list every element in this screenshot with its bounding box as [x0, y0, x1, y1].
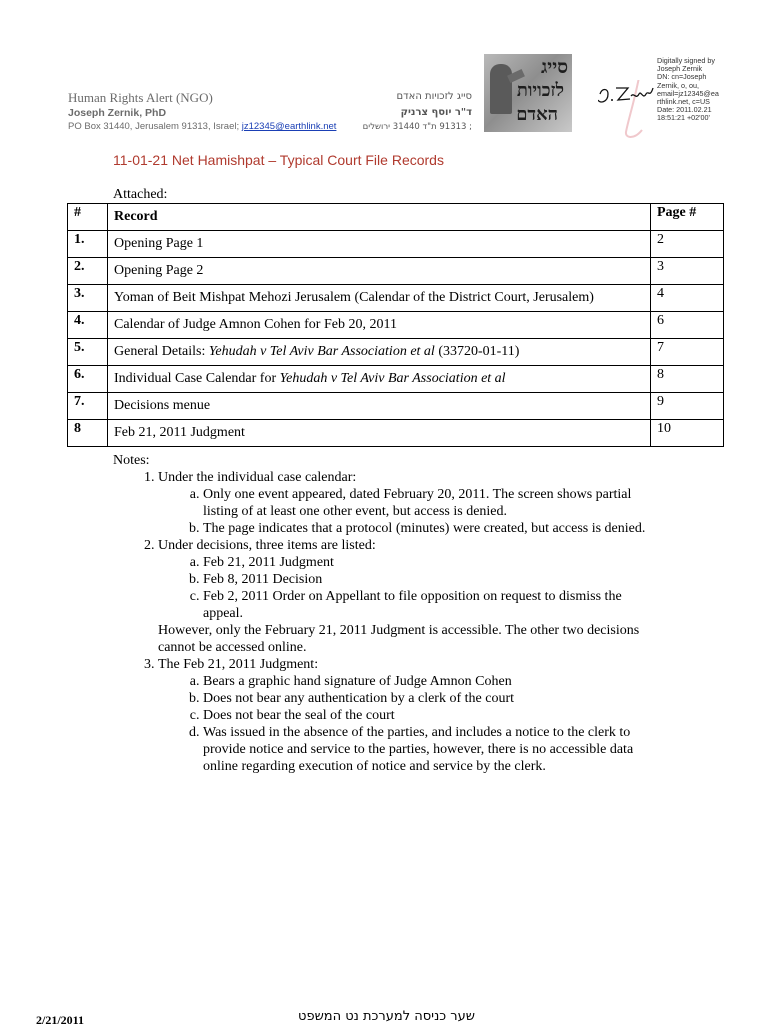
case-number: (33720-01-11) — [434, 344, 520, 359]
row-record: Feb 21, 2011 Judgment — [108, 420, 651, 447]
row-number: 5. — [68, 339, 108, 366]
notes-list — [113, 469, 653, 775]
row-number: 8 — [68, 420, 108, 447]
table-row — [68, 366, 724, 393]
row-record — [108, 339, 651, 366]
row-page: 3 — [651, 258, 724, 285]
row-page: 10 — [651, 420, 724, 447]
email-link[interactable]: jz12345@earthlink.net — [241, 121, 337, 132]
sub-item: a. Bears a graphic hand signature of Judge Amnon Cohen — [203, 673, 653, 690]
note-text: The Feb 21, 2011 Judgment: — [158, 657, 319, 672]
note-item — [158, 469, 653, 537]
table-row — [68, 393, 724, 420]
sig-line: Zernik, o, ou, — [657, 80, 699, 90]
records-table — [67, 203, 724, 447]
row-record: Opening Page 1 — [108, 231, 651, 258]
table-row — [68, 339, 724, 366]
attached-label: Attached: — [113, 187, 168, 202]
ngo-logo — [484, 54, 572, 132]
sub-item: b. Does not bear any authentication by a clerk of the court — [203, 690, 653, 707]
notes-section — [113, 452, 653, 775]
row-page: 9 — [651, 393, 724, 420]
footer-hebrew-caption: שער כניסה למערכת נט המשפט — [298, 1009, 475, 1024]
row-number: 1. — [68, 231, 108, 258]
note-item — [158, 656, 653, 775]
sub-list — [158, 554, 653, 622]
logo-figure — [490, 64, 512, 114]
row-number: 6. — [68, 366, 108, 393]
logo-word-3: האדם — [516, 104, 558, 125]
logo-word-2: לזכויות — [516, 80, 564, 101]
table-row — [68, 258, 724, 285]
sub-list — [158, 486, 653, 537]
row-record: Decisions menue — [108, 393, 651, 420]
sub-item: d. Was issued in the absence of the parties, and includes a notice to the clerk to provide notice and service to the parties, however, there is no accessible data online regarding execution of notice and service by the clerk. — [203, 724, 653, 775]
handwritten-signature — [598, 80, 660, 140]
row-record: Opening Page 2 — [108, 258, 651, 285]
header-record: Record — [108, 204, 651, 231]
header-page: Page # — [651, 204, 724, 231]
row-page: 4 — [651, 285, 724, 312]
sig-line: Digitally signed by — [657, 56, 715, 65]
row-page: 8 — [651, 366, 724, 393]
row-number: 7. — [68, 393, 108, 420]
note-text: Under decisions, three items are listed: — [158, 538, 376, 553]
row-page: 6 — [651, 312, 724, 339]
row-record: Yoman of Beit Mishpat Mehozi Jerusalem (Calendar of the District Court, Jerusalem) — [108, 285, 651, 312]
sub-item: c. Feb 2, 2011 Order on Appellant to file opposition on request to dismiss the appeal. — [203, 588, 653, 622]
sig-line: 18:51:21 +02'00' — [657, 113, 710, 123]
address-line-hebrew: ; 91313 ת"ד 31440 ירושלים — [362, 122, 472, 132]
header-number: # — [68, 204, 108, 231]
sub-item: c. Does not bear the seal of the court — [203, 707, 653, 724]
table-header-row — [68, 204, 724, 231]
sig-line: rthlink.net, c=US — [657, 97, 710, 107]
table-row — [68, 420, 724, 447]
digital-signature-block — [657, 57, 719, 123]
table-row — [68, 231, 724, 258]
record-prefix: General Details: — [114, 344, 209, 359]
org-name-english: Human Rights Alert (NGO) — [68, 90, 213, 105]
logo-word-1: סייג — [540, 56, 568, 78]
author-name-english: Joseph Zernik, PhD — [68, 107, 167, 119]
sig-line: Date: 2011.02.21 — [657, 105, 712, 115]
note-item — [158, 537, 653, 656]
notes-label: Notes: — [113, 453, 150, 468]
table-row — [68, 285, 724, 312]
footer-date: 2/21/2011 — [36, 1013, 85, 1027]
row-page: 7 — [651, 339, 724, 366]
table-row — [68, 312, 724, 339]
case-name: Yehudah v Tel Aviv Bar Association et al — [279, 371, 506, 386]
address-line-english — [68, 121, 336, 132]
address-text: PO Box 31440, Jerusalem 91313, Israel; — [68, 121, 242, 132]
sig-line: Joseph Zernik — [657, 64, 703, 74]
row-page: 2 — [651, 231, 724, 258]
sig-line: DN: cn=Joseph — [657, 72, 707, 82]
document-title: 11-01-21 Net Hamishpat – Typical Court File Records — [113, 152, 444, 168]
row-number: 4. — [68, 312, 108, 339]
note-continuation: However, only the February 21, 2011 Judgment is accessible. The other two decisions cannot be accessed online. — [158, 623, 640, 655]
author-name-hebrew: ד"ר יוסף צרניק — [400, 107, 472, 118]
org-name-hebrew: סייג לזכויות האדם — [396, 91, 472, 102]
note-text: Under the individual case calendar: — [158, 470, 357, 485]
sub-item: b. Feb 8, 2011 Decision — [203, 571, 653, 588]
sig-line: email=jz12345@ea — [657, 88, 719, 98]
record-prefix: Individual Case Calendar for — [114, 371, 280, 386]
case-name: Yehudah v Tel Aviv Bar Association et al — [208, 344, 435, 359]
row-number: 3. — [68, 285, 108, 312]
row-number: 2. — [68, 258, 108, 285]
sub-item: a. Only one event appeared, dated February 20, 2011. The screen shows partial listing of at least one other event, but access is denied. — [203, 486, 653, 520]
sub-list — [158, 673, 653, 775]
sub-item: a. Feb 21, 2011 Judgment — [203, 554, 653, 571]
row-record: Calendar of Judge Amnon Cohen for Feb 20, 2011 — [108, 312, 651, 339]
row-record — [108, 366, 651, 393]
sub-item: b. The page indicates that a protocol (minutes) were created, but access is denied. — [203, 520, 653, 537]
